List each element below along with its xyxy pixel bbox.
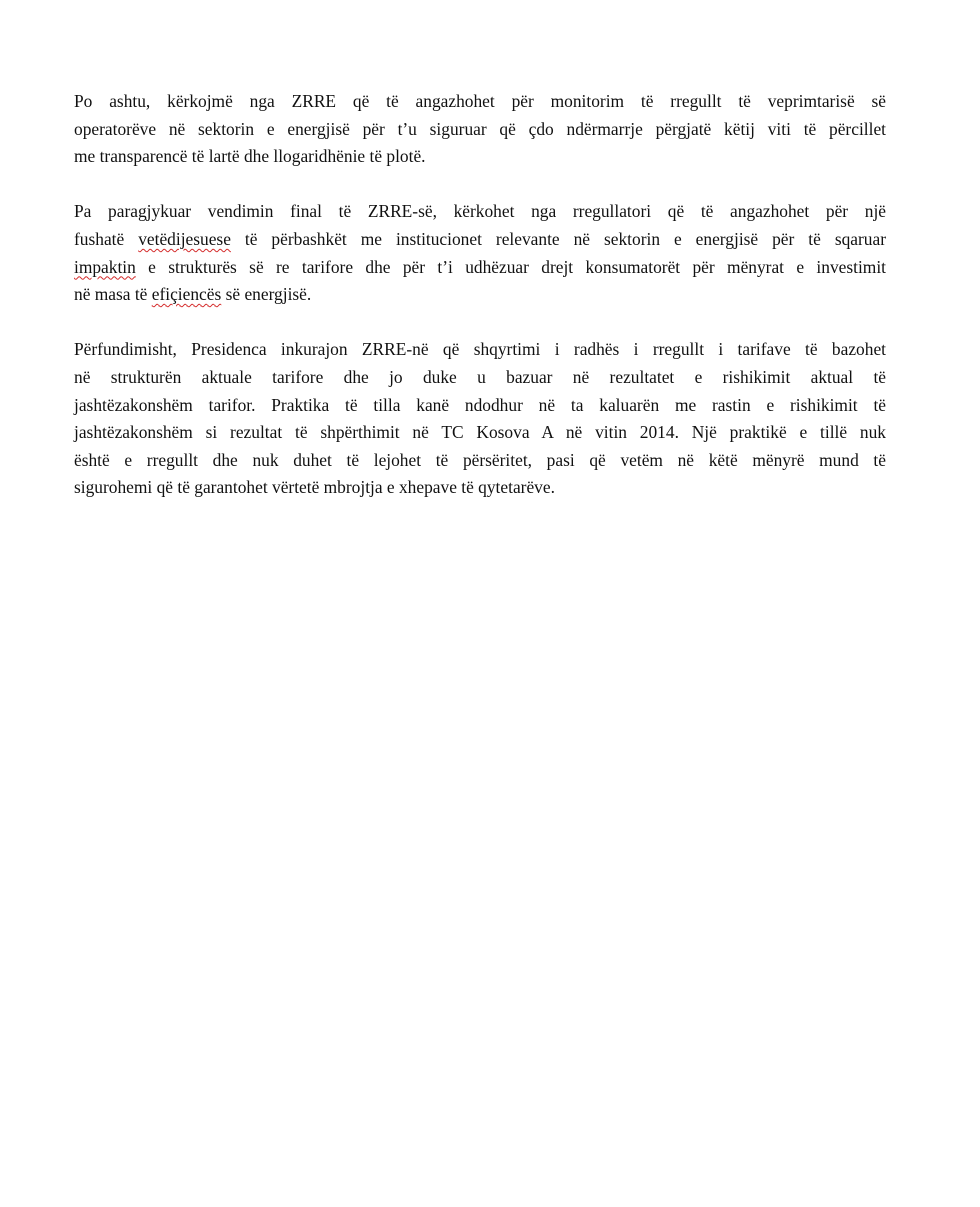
text-segment: me transparencë të lartë dhe llogaridhënie të plotë. [74, 146, 426, 167]
text-line [74, 281, 886, 309]
spellcheck-flagged-word: impaktin [74, 256, 136, 277]
text-line [74, 474, 886, 502]
spellcheck-flagged-word: vetëdijesuese [138, 228, 231, 249]
text-line [74, 364, 886, 392]
text-segment: së energjisë. [221, 284, 312, 305]
text-line [74, 419, 886, 447]
text-segment: fushatë [74, 228, 139, 249]
text-line [74, 254, 886, 282]
text-line [74, 116, 886, 144]
text-segment: Pa paragjykuar vendimin final të ZRRE-së, kërkohet nga rregullatori që të angazhohet për një [74, 201, 886, 222]
text-segment: në strukturën aktuale tarifore dhe jo duke u bazuar në rezultatet e rishikimit aktual të [74, 366, 886, 387]
text-line [74, 88, 886, 116]
paragraph-3 [74, 336, 886, 502]
text-line [74, 392, 886, 420]
document-body [74, 88, 886, 530]
text-segment: Po ashtu, kërkojmë nga ZRRE që të angazhohet për monitorim të rregullt të veprimtarisë së [74, 91, 886, 111]
paragraph-1 [74, 88, 886, 171]
paragraph-2 [74, 198, 886, 308]
spellcheck-flagged-word: efiçiencës [151, 284, 222, 305]
text-segment: të përbashkët me institucionet relevante në sektorin e energjisë për të sqaruar [230, 228, 886, 249]
text-segment: Përfundimisht, Presidenca inkurajon ZRRE-në që shqyrtimi i radhës i rregullt i tarifave të bazohet [74, 339, 886, 360]
text-segment: e strukturës së re tarifore dhe për t’i udhëzuar drejt konsumatorët për mënyrat e investimit [135, 256, 886, 277]
text-line [74, 198, 886, 226]
text-line [74, 447, 886, 475]
text-line [74, 143, 886, 171]
text-segment: sigurohemi që të garantohet vërtetë mbrojtja e xhepave të qytetarëve. [74, 477, 555, 498]
text-line [74, 226, 886, 254]
text-segment: jashtëzakonshëm si rezultat të shpërthimit në TC Kosova A në vitin 2014. Një praktikë e tillë nuk [74, 422, 886, 443]
text-segment: jashtëzakonshëm tarifor. Praktika të tilla kanë ndodhur në ta kaluarën me rastin e rishikimit të [74, 394, 886, 415]
text-segment: në masa të [74, 284, 152, 305]
text-segment: është e rregullt dhe nuk duhet të lejohet të përsëritet, pasi që vetëm në këtë mënyrë mund të [74, 449, 886, 470]
text-segment: operatorëve në sektorin e energjisë për t’u siguruar që çdo ndërmarrje përgjatë këtij viti të përcillet [74, 118, 886, 139]
text-line [74, 336, 886, 364]
